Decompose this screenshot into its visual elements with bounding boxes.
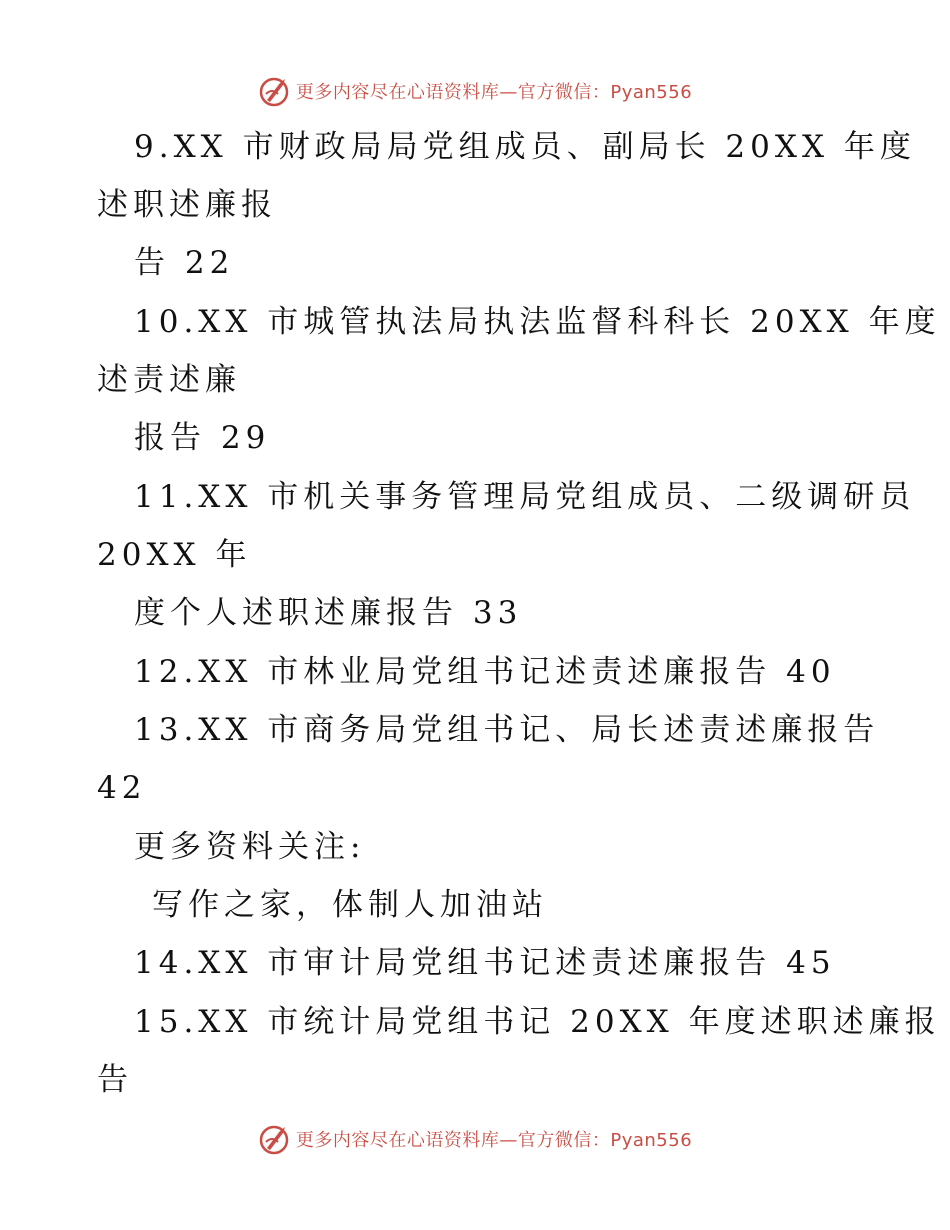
toc-line: 9.XX 市财政局局党组成员、副局长 20XX 年度 [134, 129, 916, 165]
promo-line: 写作之家，体制人加油站 [152, 887, 548, 923]
toc-line: 述责述廉 [97, 362, 241, 398]
toc-line: 告 [97, 1062, 133, 1098]
toc-line: 11.XX 市机关事务管理局党组成员、二级调研员 [134, 479, 916, 515]
toc-line: 10.XX 市城管执法局执法监督科科长 20XX 年度 [134, 304, 941, 340]
toc-line: 告 22 [134, 245, 235, 281]
toc-line: 15.XX 市统计局党组书记 20XX 年度述职述廉报 [134, 1004, 941, 1040]
pen-logo-icon [258, 74, 292, 108]
toc-line: 13.XX 市商务局党组书记、局长述责述廉报告 [134, 712, 880, 748]
toc-line: 12.XX 市林业局党组书记述责述廉报告 40 [134, 654, 836, 690]
header-text: 更多内容尽在心语资料库—官方微信：Pyan556 [295, 82, 693, 103]
toc-line: 度个人述职述廉报告 33 [134, 595, 523, 631]
toc-line: 14.XX 市审计局党组书记述责述廉报告 45 [134, 945, 836, 981]
footer-text: 更多内容尽在心语资料库—官方微信：Pyan556 [295, 1130, 693, 1151]
pen-logo-icon [258, 1122, 292, 1156]
toc-line: 42 [97, 770, 147, 806]
toc-line: 述职述廉报 [97, 187, 277, 223]
footer-banner [0, 1117, 950, 1161]
promo-line: 更多资料关注: [134, 829, 366, 865]
toc-line: 报告 29 [134, 420, 271, 456]
toc-line: 20XX 年 [97, 537, 252, 573]
header-banner [0, 69, 950, 113]
